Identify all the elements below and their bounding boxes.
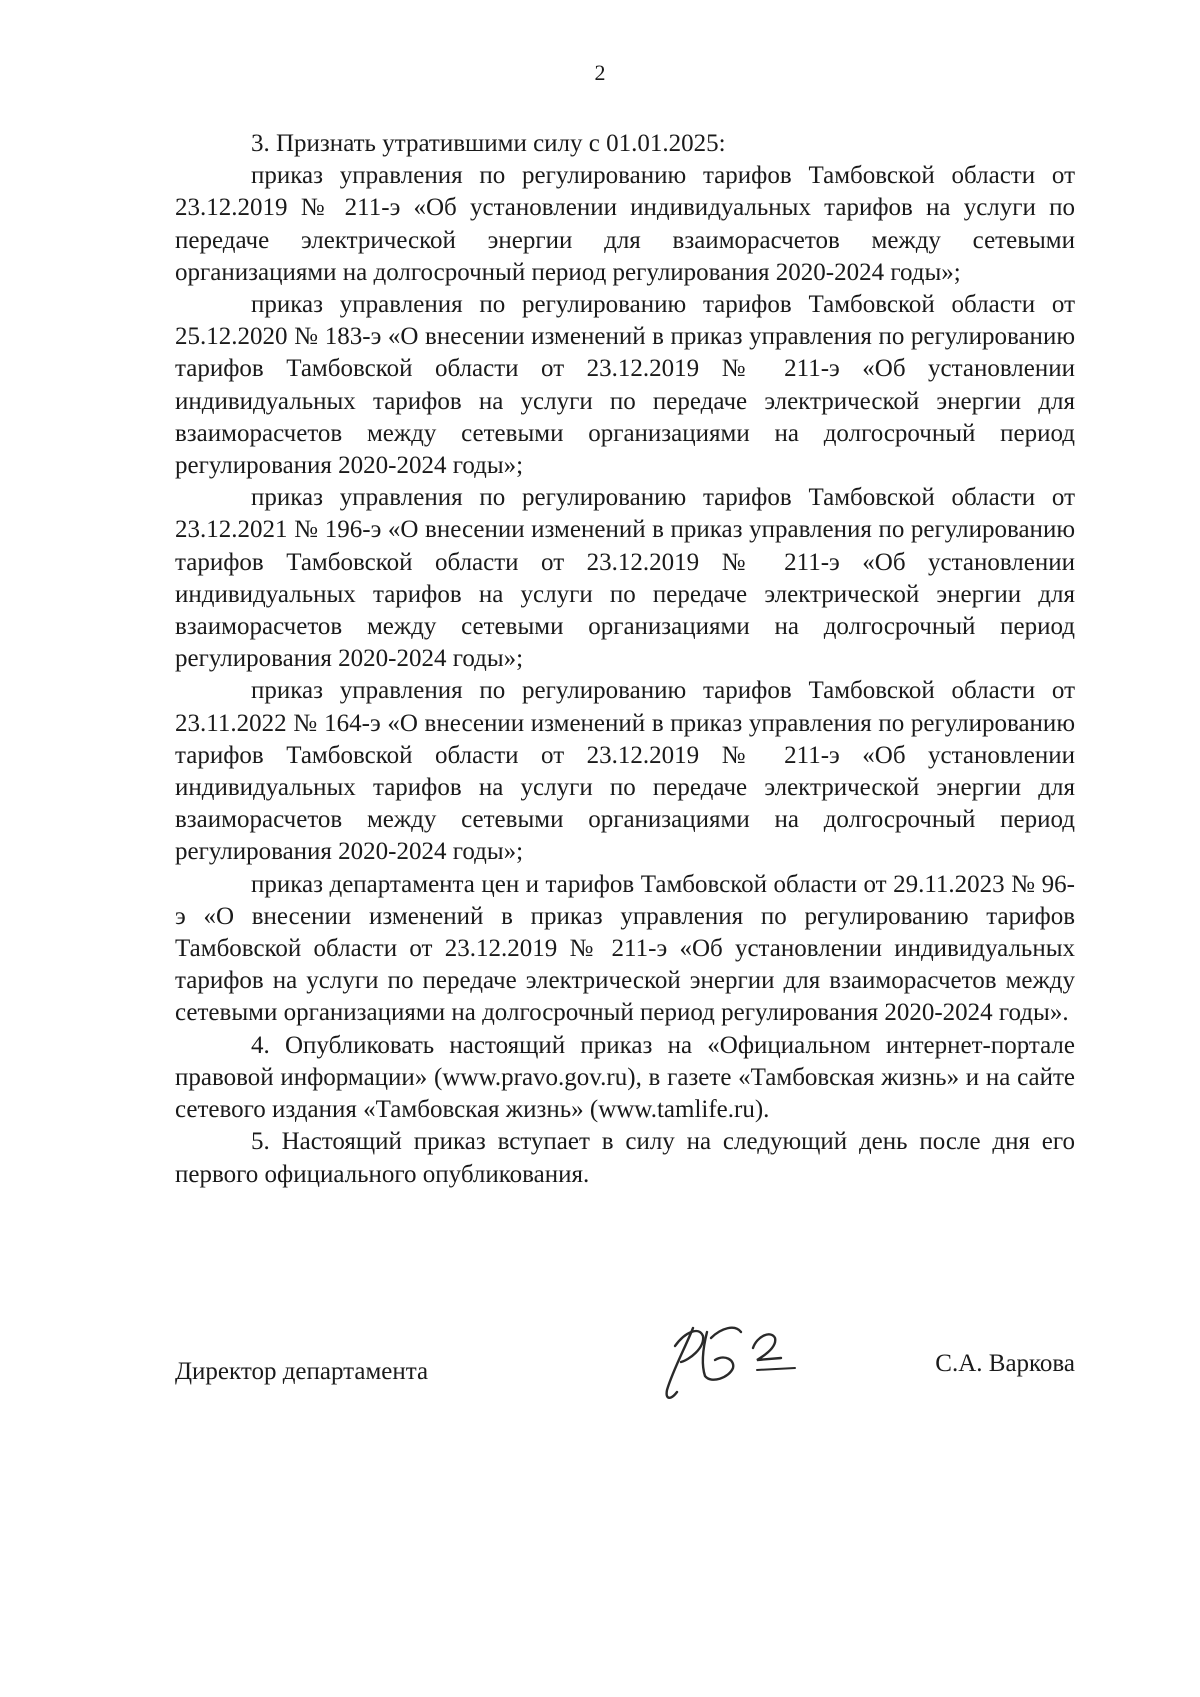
signatory-name: С.А. Варкова: [935, 1350, 1075, 1377]
paragraph-item-3: 3. Признать утратившими силу с 01.01.2025:: [251, 130, 726, 157]
paragraph-item-5: 5. Настоящий приказ вступает в силу на следующий день после дня его первого официального опубликования.: [175, 1128, 1075, 1188]
paragraph-item-4: 4. Опубликовать настоящий приказ на «Официальном интернет-портале правовой информации» (www.pravo.gov.ru), в газете «Тамбовская жизнь» и на сайте сетевого издания «Тамбовская жизнь» (www.tamlife.ru).: [175, 1031, 1075, 1124]
paragraph-repealed-order-2023: приказ департамента цен и тарифов Тамбовской области от 29.11.2023 № 96-э «О внесении изменений в приказ управления по регулированию тарифов Тамбовской области от 23.12.2019 № 211-э «Об установлении индивидуальных тарифов на услуги по передаче электрической энергии для взаиморасчетов между сетевыми организациями на долгосрочный период регулирования 2020-2024 годы».: [175, 870, 1075, 1027]
paragraph-repealed-order-2021: приказ управления по регулированию тарифов Тамбовской области от 23.12.2021 № 196-э «О внесении изменений в приказ управления по регулированию тарифов Тамбовской области от 23.12.2019 № 211-э «Об установлении индивидуальных тарифов на услуги по передаче электрической энергии для взаиморасчетов между сетевыми организациями на долгосрочный период регулирования 2020-2024 годы»;: [175, 484, 1075, 673]
signature-block: [175, 1318, 1075, 1418]
page-number: 2: [594, 60, 606, 85]
paragraph-repealed-order-2019: приказ управления по регулированию тарифов Тамбовской области от 23.12.2019 № 211-э «Об установлении индивидуальных тарифов на услуги по передаче электрической энергии для взаиморасчетов между сетевыми организациями на долгосрочный период регулирования 2020-2024 годы»;: [175, 162, 1075, 286]
handwritten-signature: [645, 1308, 825, 1418]
document-body: [175, 128, 1075, 1191]
paragraph-repealed-order-2022: приказ управления по регулированию тарифов Тамбовской области от 23.11.2022 № 164-э «О внесении изменений в приказ управления по регулированию тарифов Тамбовской области от 23.12.2019 № 211-э «Об установлении индивидуальных тарифов на услуги по передаче электрической энергии для взаиморасчетов между сетевыми организациями на долгосрочный период регулирования 2020-2024 годы»;: [175, 677, 1075, 866]
signatory-position: Директор департамента: [175, 1358, 429, 1385]
paragraph-repealed-order-2020: приказ управления по регулированию тарифов Тамбовской области от 25.12.2020 № 183-э «О внесении изменений в приказ управления по регулированию тарифов Тамбовской области от 23.12.2019 № 211-э «Об установлении индивидуальных тарифов на услуги по передаче электрической энергии для взаиморасчетов между сетевыми организациями на долгосрочный период регулирования 2020-2024 годы»;: [175, 291, 1075, 480]
